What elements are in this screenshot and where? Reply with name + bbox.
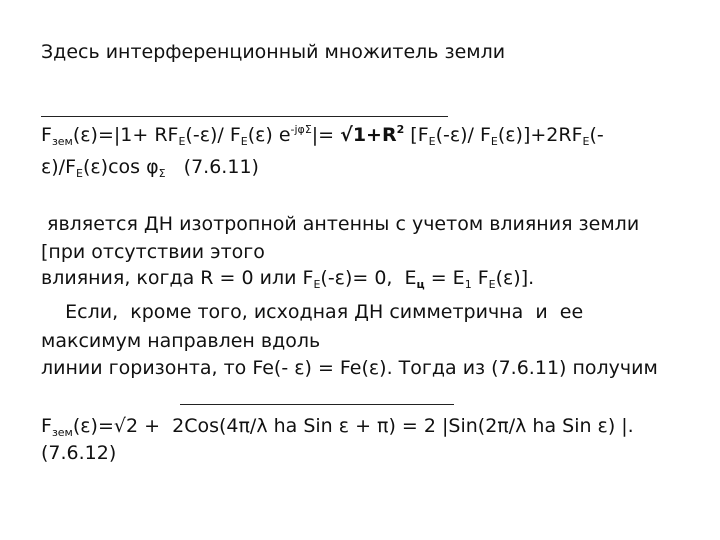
paragraph-line-2: [при отсутствии этого xyxy=(41,241,265,263)
equation-7-6-11-line1: $F_{зем}(\varepsilon)=|1+ RF_E(-\varepsilon)/$ $F_E(\varepsilon)$ $e^{-j\varphi\Sigma}|= √1+R^2$ [$F_E(-\varepsilon)/$ $F_E(\varepsilon)]+2RF_E(-$ xyxy=(41,123,604,148)
paragraph-line-5: максимум направлен вдоль xyxy=(41,330,321,352)
paragraph-line-4: Если, кроме того, исходная ДН симметрична и ее xyxy=(41,301,584,323)
sqrt-overline-2 xyxy=(180,404,454,405)
paragraph-line-1: является ДН изотропной антенны с учетом влияния земли xyxy=(41,213,640,235)
paragraph-line-3: влияния, когда R = 0 или $F_E(-\varepsilon)= 0$, $E_ц = E_1$ $F_E(\varepsilon)$]. xyxy=(41,267,535,291)
equation-7-6-11-line2: $\varepsilon)/F_E(\varepsilon)\cos$ $\varphi_\Sigma$ (7.6.11) xyxy=(41,156,259,180)
equation-7-6-12-line1: $F_{зем}(\varepsilon)=√2 + 2Cos(4\pi/\lambda$ ha Sin ε + π) = 2 |Sin(2π/λ ha Sin ε) |. xyxy=(41,415,634,439)
sqrt-overline-1 xyxy=(41,116,448,117)
paragraph-line-6: линии горизонта, то Fe(- ε) = Fe(ε). Тогда из (7.6.11) получим xyxy=(41,357,658,379)
equation-7-6-12-number: (7.6.12) xyxy=(41,442,117,464)
intro-text: Здесь интерференционный множитель земли xyxy=(41,41,506,63)
